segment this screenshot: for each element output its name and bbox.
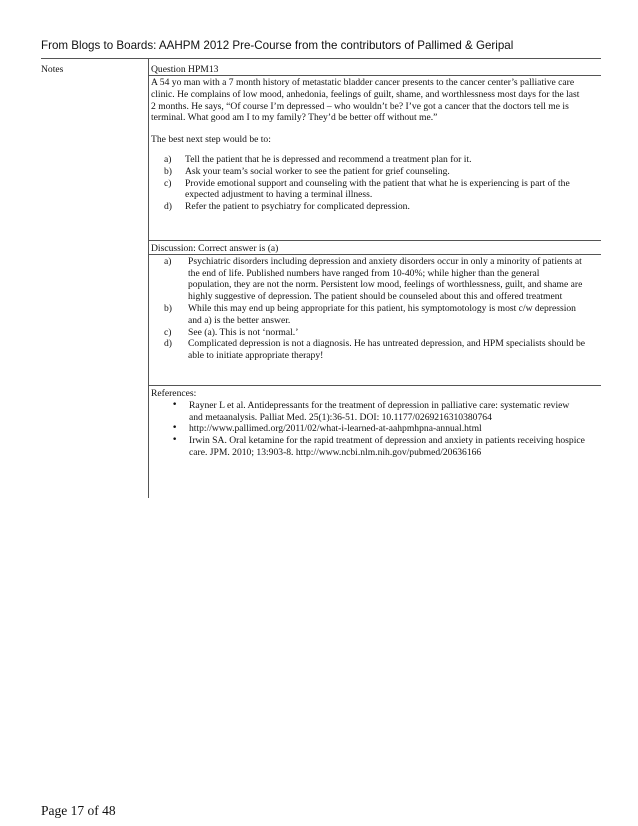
bullet-icon: • <box>172 399 178 410</box>
option-label: a) <box>164 153 172 165</box>
option-text: Refer the patient to psychiatry for complicated depression. <box>185 201 410 213</box>
option-a <box>151 154 585 166</box>
question-rule <box>148 75 601 76</box>
option-c <box>151 178 585 202</box>
question-title: Question HPM13 <box>151 64 219 75</box>
table-top-rule <box>41 58 601 59</box>
discussion-item-b <box>151 303 585 327</box>
option-label: b) <box>164 165 172 177</box>
column-divider <box>148 58 149 498</box>
discussion-title: Discussion: Correct answer is (a) <box>151 243 279 254</box>
references-section <box>151 388 585 459</box>
discussion-text: Complicated depression is not a diagnosis. He has untreated depression, and HPM specialists should be able to initiate appropriate therapy! <box>188 338 586 362</box>
reference-text: Rayner L et al. Antidepressants for the treatment of depression in palliative care: systematic review and metaanalysis. Palliat Med. 25(1):36-51. DOI: 10.1177/0269216310380764 <box>189 399 570 423</box>
notes-column-label: Notes <box>41 64 64 75</box>
discussion-item-d <box>151 338 585 362</box>
discussion-section <box>151 243 585 362</box>
bullet-icon: • <box>172 423 178 434</box>
discussion-text: Psychiatric disorders including depression and anxiety disorders occur in only a minority of patients at the end of life. Published numbers have ranged from 10-40%; while higher than the general population, they are not the norm. Persistent low mood, feelings of worthlessness, guilt, and shame are highly suggestive of depression. The patient should be counseled about this and offered treatment <box>188 255 583 303</box>
page-header: From Blogs to Boards: AAHPM 2012 Pre-Course from the contributors of Pallimed & Geripal <box>41 39 514 52</box>
discussion-label: c) <box>164 326 172 338</box>
option-b <box>151 166 585 178</box>
option-label: c) <box>164 177 172 189</box>
page-number: Page 17 of 48 <box>41 803 116 818</box>
reference-item <box>151 423 585 435</box>
reference-item <box>151 400 585 424</box>
reference-item <box>151 435 585 459</box>
discussion-text: While this may end up being appropriate for this patient, his symptomotology is most c/w depression and a) is the better answer. <box>188 302 576 326</box>
option-text: Tell the patient that he is depressed and recommend a treatment plan for it. <box>185 153 472 165</box>
reference-text: Irwin SA. Oral ketamine for the rapid treatment of depression and anxiety in patients receiving hospice care. JPM. 2010; 13:903-8. http://www.ncbi.nlm.nih.gov/pubmed/20636166 <box>189 435 585 458</box>
discussion-text: See (a). This is not ‘normal.’ <box>188 326 299 338</box>
discussion-label: b) <box>164 302 172 314</box>
discussion-list <box>151 256 585 362</box>
discussion-label: a) <box>164 255 172 267</box>
question-body <box>151 77 585 213</box>
option-d <box>151 201 585 213</box>
discussion-label: d) <box>164 338 172 350</box>
discussion-top-rule <box>148 240 601 241</box>
option-text: Provide emotional support and counseling with the patient that what he is experiencing is part of the expected adjustment to having a terminal illness. <box>185 177 570 201</box>
notes-table <box>41 58 601 498</box>
references-top-rule <box>148 385 601 386</box>
bullet-icon: • <box>172 435 178 446</box>
question-prompt: The best next step would be to: <box>151 134 271 146</box>
references-title: References: <box>151 388 197 399</box>
discussion-item-a <box>151 256 585 303</box>
option-label: d) <box>164 201 172 213</box>
answer-options <box>151 154 585 213</box>
option-text: Ask your team’s social worker to see the patient for grief counseling. <box>185 165 450 177</box>
reference-link[interactable]: http://www.pallimed.org/2011/02/what-i-learned-at-aahpmhpna-annual.html <box>189 423 482 435</box>
question-vignette: A 54 yo man with a 7 month history of metastatic bladder cancer presents to the cancer center’s palliative care clinic. He complains of low mood, anhedonia, feelings of guilt, shame, and worthlessness most days for the last 2 months. He says, “Of course I’m depressed – who wouldn’t be? I’ve got a cancer that the doctors tell me is terminal. What good am I to my family? They’d be better off without me.” <box>151 77 580 124</box>
discussion-item-c <box>151 327 585 339</box>
